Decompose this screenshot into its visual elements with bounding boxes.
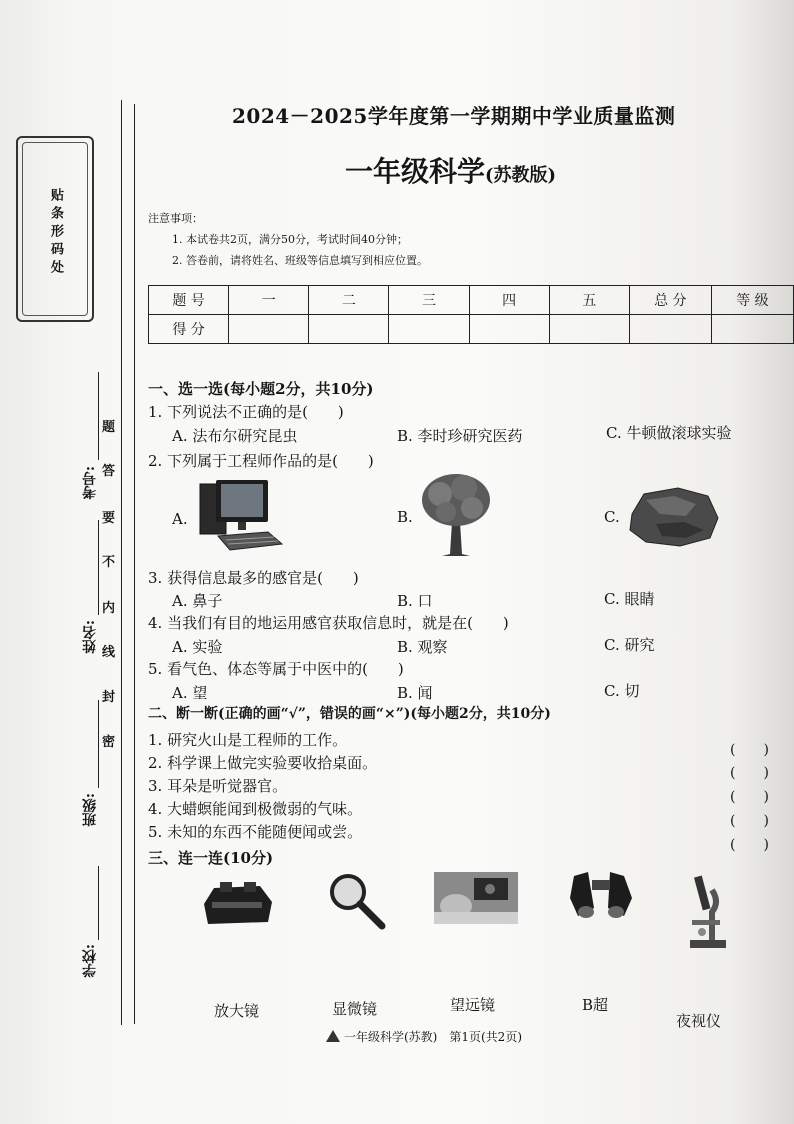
section3-heading: 三、连一连(10分) [148, 849, 274, 867]
q3-option-b[interactable]: B. 口 [397, 592, 433, 610]
seal-char: 内 [102, 601, 116, 616]
score-cell[interactable] [629, 315, 711, 344]
seal-char: 不 [102, 555, 116, 570]
q5-stem: 5. 看气色、体态等属于中医中的( ) [148, 660, 404, 678]
match-label-night-vision[interactable]: 夜视仪 [676, 1012, 722, 1030]
q3-option-a[interactable]: A. 鼻子 [172, 592, 223, 610]
score-cell[interactable] [389, 315, 469, 344]
class-label: 班级: [82, 793, 98, 827]
tf-item-2: 2. 科学课上做完实验要收拾桌面。 [148, 754, 378, 772]
match-label-magnifier[interactable]: 放大镜 [214, 1002, 260, 1020]
score-header: 三 [389, 286, 469, 315]
exam-subtitle [345, 150, 556, 190]
score-cell[interactable] [549, 315, 629, 344]
section1-heading: 一、选一选(每小题2分，共10分) [148, 380, 374, 398]
name-field[interactable] [98, 520, 99, 615]
q2-stem: 2. 下列属于工程师作品的是( ) [148, 452, 374, 470]
rock-image [626, 486, 720, 548]
school-label: 学校: [82, 944, 98, 978]
school-field[interactable] [98, 866, 99, 940]
q2-option-b[interactable]: B. [397, 508, 413, 526]
night-vision-image [198, 882, 276, 928]
score-header: 题 号 [149, 286, 229, 315]
computer-image [196, 478, 284, 552]
note-item: 1. 本试卷共2页，满分50分，考试时间40分钟； [172, 233, 408, 246]
q5-option-a[interactable]: A. 望 [172, 684, 208, 702]
q4-option-c[interactable]: C. 研究 [604, 636, 655, 654]
exam-title: 2024－2025学年度第一学期期中学业质量监测 [232, 104, 676, 128]
binding-line-inner [134, 104, 135, 1024]
q5-option-c[interactable]: C. 切 [604, 682, 640, 700]
tf-answer-5[interactable]: ( ) [730, 837, 769, 853]
score-cell[interactable] [711, 315, 793, 344]
seal-char: 题 [102, 420, 116, 435]
score-header: 总 分 [629, 286, 711, 315]
q3-stem: 3. 获得信息最多的感官是( ) [148, 569, 359, 587]
q4-stem: 4. 当我们有目的地运用感官获取信息时，就是在( ) [148, 614, 509, 632]
score-header: 一 [229, 286, 309, 315]
tree-image [420, 470, 492, 558]
q3-option-c[interactable]: C. 眼睛 [604, 590, 655, 608]
q5-option-b[interactable]: B. 闻 [397, 684, 433, 702]
q1-option-c[interactable]: C. 牛顿做滚球实验 [606, 424, 732, 442]
score-header: 二 [309, 286, 389, 315]
tf-item-3: 3. 耳朵是听觉器官。 [148, 777, 288, 795]
binoculars-image [566, 868, 636, 924]
q1-stem: 1. 下列说法不正确的是( ) [148, 403, 344, 421]
score-table [148, 285, 794, 344]
class-field[interactable] [98, 700, 99, 788]
notes [148, 208, 428, 271]
q1-option-a[interactable]: A. 法布尔研究昆虫 [172, 427, 298, 445]
edition: (苏教版) [485, 165, 557, 186]
tf-item-4: 4. 大蜡螟能闻到极微弱的气味。 [148, 800, 363, 818]
tf-answer-4[interactable]: ( ) [730, 813, 769, 829]
seal-char: 要 [102, 511, 116, 526]
name-label: 姓名: [82, 620, 98, 654]
note-item: 2. 答卷前，请将姓名、班级等信息填写到相应位置。 [172, 254, 428, 267]
seal-char: 封 [102, 690, 116, 705]
q4-option-a[interactable]: A. 实验 [172, 638, 223, 656]
seal-char: 答 [102, 464, 116, 479]
q2-option-a[interactable]: A. [172, 510, 188, 528]
subject-name: 一年级科学 [345, 155, 486, 188]
q1-option-b[interactable]: B. 李时珍研究医药 [397, 427, 523, 445]
microscope-image [682, 872, 732, 950]
footer-triangle-icon [326, 1030, 340, 1042]
magnifier-image [326, 872, 388, 932]
seal-char: 密 [102, 735, 116, 750]
ultrasound-image [434, 872, 518, 924]
score-cell[interactable] [309, 315, 389, 344]
tf-item-1: 1. 研究火山是工程师的工作。 [148, 731, 348, 749]
tf-answer-1[interactable]: ( ) [730, 742, 769, 758]
barcode-box [16, 136, 94, 322]
footer-page-info: 一年级科学(苏教) 第1页(共2页) [344, 1030, 522, 1044]
exam-number-label: 考号: [82, 466, 98, 500]
match-label-b-ultrasound[interactable]: B超 [582, 996, 609, 1014]
score-cell[interactable] [469, 315, 549, 344]
score-header: 等 级 [711, 286, 793, 315]
q4-option-b[interactable]: B. 观察 [397, 638, 448, 656]
match-label-telescope[interactable]: 望远镜 [450, 996, 496, 1014]
score-header: 四 [469, 286, 549, 315]
score-row-label: 得 分 [149, 315, 229, 344]
tf-answer-2[interactable]: ( ) [730, 765, 769, 781]
tf-answer-3[interactable]: ( ) [730, 789, 769, 805]
notes-heading: 注意事项： [148, 212, 203, 225]
score-header: 五 [549, 286, 629, 315]
binding-line [121, 100, 122, 1025]
section2-heading: 二、断一断(正确的画“√”，错误的画“×”)(每小题2分，共10分) [148, 706, 551, 722]
q2-option-c[interactable]: C. [604, 508, 620, 526]
exam-number-field[interactable] [98, 372, 99, 460]
seal-char: 线 [102, 645, 116, 660]
match-label-microscope[interactable]: 显微镜 [332, 1000, 378, 1018]
score-cell[interactable] [229, 315, 309, 344]
barcode-label: 贴条形码处 [48, 188, 63, 278]
tf-item-5: 5. 未知的东西不能随便闻或尝。 [148, 823, 363, 841]
